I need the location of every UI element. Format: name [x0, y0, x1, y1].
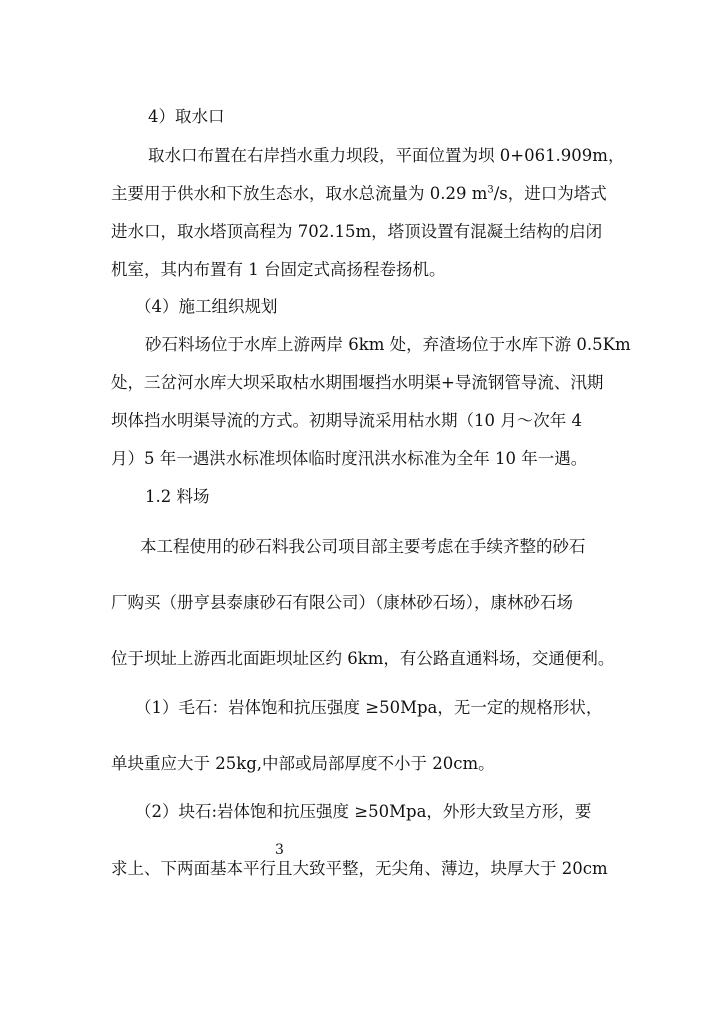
paragraph-line: 机室，其内布置有 1 台固定式高扬程卷扬机。: [111, 260, 446, 279]
paragraph-line: 坝体挡水明渠导流的方式。初期导流采用枯水期（10 月～次年 4: [111, 411, 582, 430]
paragraph-line: 本工程使用的砂石料我公司项目部主要考虑在手续齐整的砂石: [140, 537, 586, 556]
paragraph-line: 处，三岔河水库大坝采取枯水期围堰挡水明渠+导流钢管导流、汛期: [111, 373, 604, 392]
paragraph-line: 取水口布置在右岸挡水重力坝段，平面位置为坝 0+061.909m，: [148, 146, 625, 165]
paragraph-line: （1）毛石：岩体饱和抗压强度 ≥50Mpa，无一定的规格形状，: [135, 698, 603, 717]
paragraph-line: 厂购买（册亨县泰康砂石有限公司）（康林砂石场），康林砂石场: [111, 593, 573, 612]
text-segment: /s，进口为塔式: [493, 184, 607, 203]
heading-construction-plan: （4）施工组织规划: [135, 297, 278, 316]
paragraph-line: 进水口，取水塔顶高程为 702.15m，塔顶设置有混凝土结构的启闭: [111, 222, 603, 241]
paragraph-line: [111, 184, 607, 204]
paragraph-line: （2）块石:岩体饱和抗压强度 ≥50Mpa，外形大致呈方形，要: [135, 802, 592, 821]
paragraph-line: 位于坝址上游西北面距坝址区约 6km，有公路直通料场，交通便利。: [111, 649, 615, 668]
page-number: 3: [275, 842, 284, 858]
paragraph-line: 月）5 年一遇洪水标准坝体临时度汛洪水标准为全年 10 年一遇。: [111, 449, 588, 468]
paragraph-line: 求上、下两面基本平行且大致平整，无尖角、薄边，块厚大于 20cm: [111, 859, 608, 878]
text-segment: 主要用于供水和下放生态水，取水总流量为 0.29 m: [111, 184, 488, 203]
heading-quarry: 1.2 料场: [145, 487, 210, 506]
paragraph-line: 砂石料场位于水库上游两岸 6km 处，弃渣场位于水库下游 0.5Km: [145, 335, 631, 354]
superscript: 3: [487, 184, 494, 196]
paragraph-line: 单块重应大于 25kg,中部或局部厚度不小于 20cm。: [111, 754, 495, 773]
heading-intake: 4）取水口: [148, 107, 225, 126]
